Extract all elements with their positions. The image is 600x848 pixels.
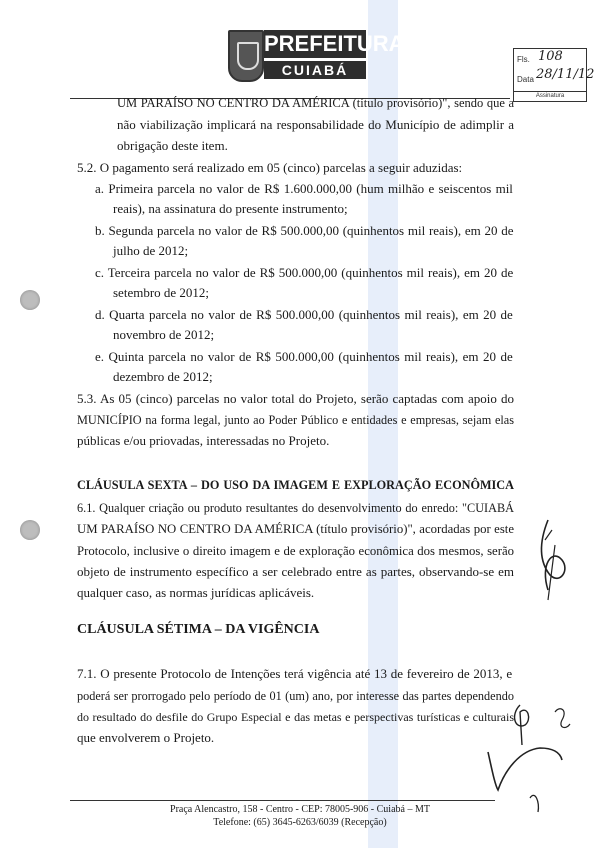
- body-text-line: d. Quarta parcela no valor de R$ 500.000,00 (quinhentos mil reais), em 20 de: [95, 307, 513, 322]
- stamp-signature-label: Assinatura: [514, 91, 586, 101]
- body-text-line: c. Terceira parcela no valor de R$ 500.000,00 (quinhentos mil reais), em 20 de: [95, 265, 514, 280]
- clause-heading: CLÁUSULA SÉTIMA – DA VIGÊNCIA: [77, 622, 320, 637]
- body-text-line: e. Quinta parcela no valor de R$ 500.000,00 (quinhentos mil reais), em 20 de: [95, 349, 513, 364]
- clause-heading: CLÁUSULA SEXTA – DO USO DA IMAGEM E EXPLORAÇÃO ECONÔMICA: [77, 478, 514, 492]
- body-text-line: não viabilização implicará na responsabilidade do Município de adimplir a: [117, 117, 514, 132]
- stamp-data-value: 28/11/12: [536, 67, 595, 82]
- body-text-line: novembro de 2012;: [113, 327, 215, 342]
- stamp-data-label: Data: [517, 75, 534, 84]
- logo-word: PREFEITURA: [264, 31, 405, 56]
- body-text-line: dezembro de 2012;: [113, 369, 213, 384]
- body-text-line: 6.1. Qualquer criação ou produto resultantes do desenvolvimento do enredo: "CUIABÁ: [77, 501, 514, 515]
- body-text-line: do resultado do desfile do Grupo Especial e das metas e perspectivas turísticas e culturais: [77, 710, 514, 724]
- body-text-line: públicas e/ou priovadas, interessadas no Projeto.: [77, 433, 330, 448]
- body-text-line: poderá ser prorrogado pelo período de 01 (um) ano, por interesse das partes dependendo: [77, 689, 514, 703]
- body-text-line: 7.1. O presente Protocolo de Intenções terá vigência até 13 de fevereiro de 2013, e: [77, 666, 513, 681]
- body-text-line: obrigação deste item.: [117, 138, 228, 153]
- body-text-line: setembro de 2012;: [113, 285, 210, 300]
- body-text-line: julho de 2012;: [113, 243, 189, 258]
- body-text-line: a. Primeira parcela no valor de R$ 1.600.000,00 (hum milhão e seiscentos mil: [95, 181, 513, 196]
- body-text-line: objeto de instrumento específico a ser celebrado entre as partes, observando-se em: [77, 564, 514, 579]
- stamp-fls-label: Fls.: [517, 55, 530, 64]
- body-text-line: 5.2. O pagamento será realizado em 05 (cinco) parcelas a seguir aduzidas:: [77, 160, 463, 175]
- body-text-line: UM PARAÍSO NO CENTRO DA AMÉRICA (título provisório)", acordadas por este: [77, 522, 514, 536]
- footer-phone: Telefone: (65) 3645-6263/6039 (Recepção): [213, 817, 387, 828]
- body-text-line: que envolverem o Projeto.: [77, 730, 215, 745]
- logo-city: CUIABÁ: [264, 61, 366, 79]
- body-text-line: Protocolo, inclusive o direito imagem e de exploração econômica dos mesmos, serão: [77, 544, 514, 558]
- footer-address: Praça Alencastro, 158 - Centro - CEP: 78005-906 - Cuiabá – MT: [170, 804, 430, 815]
- stamp-fls-value: 108: [538, 49, 563, 64]
- footer-rule: [70, 800, 495, 801]
- body-text-line: qualquer caso, as normas jurídicas aplicáveis.: [77, 585, 315, 600]
- body-text-line: UM PARAÍSO NO CENTRO DA AMÉRICA (título provisório)", sendo que a: [117, 96, 514, 110]
- body-text-line: b. Segunda parcela no valor de R$ 500.000,00 (quinhentos mil reais), em 20 de: [95, 223, 514, 238]
- body-text-line: 5.3. As 05 (cinco) parcelas no valor total do Projeto, serão captadas com apoio do: [77, 391, 514, 406]
- body-text-line: reais), na assinatura do presente instrumento;: [113, 201, 348, 216]
- body-text-line: MUNICÍPIO na forma legal, junto ao Poder Público e entidades e empresas, sejam elas: [77, 413, 514, 427]
